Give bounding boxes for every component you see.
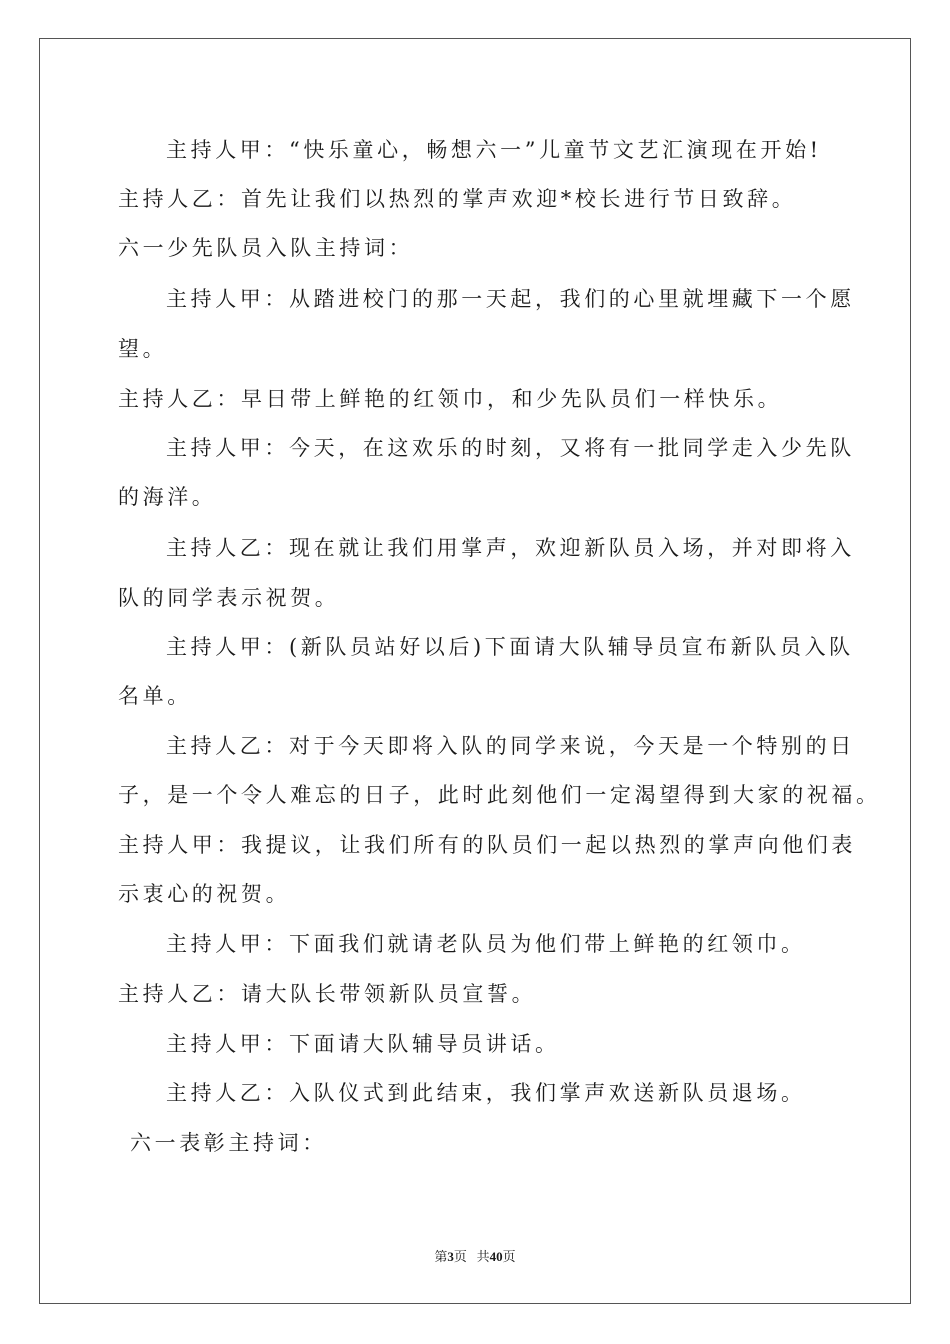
text-line: 子，是一个令人难忘的日子，此时此刻他们一定渴望得到大家的祝福。 [118, 783, 881, 807]
text-line: 示衷心的祝贺。 [118, 882, 291, 906]
text-line: 望。 [118, 337, 168, 361]
text-line: 主持人甲：(新队员站好以后)下面请大队辅导员宣布新队员入队 [166, 635, 854, 659]
text-line: 的海洋。 [118, 485, 217, 509]
text-line: 主持人乙：现在就让我们用掌声，欢迎新队员入场，并对即将入 [166, 536, 855, 560]
text-line: 主持人甲：从踏进校门的那一天起，我们的心里就埋藏下一个愿 [166, 287, 855, 311]
text-line: 主持人甲：我提议，让我们所有的队员们一起以热烈的掌声向他们表 [118, 833, 856, 857]
page-number: 3 [447, 1249, 454, 1264]
page-border [39, 38, 911, 1304]
text-line: 主持人乙：入队仪式到此结束，我们掌声欢送新队员退场。 [166, 1081, 806, 1105]
text-line: 主持人乙：早日带上鲜艳的红领巾，和少先队员们一样快乐。 [118, 387, 783, 411]
text-line: 主持人乙：请大队长带领新队员宣誓。 [118, 982, 537, 1006]
total-prefix: 共 [476, 1249, 490, 1264]
text-line: 主持人甲：“快乐童心，畅想六一”儿童节文艺汇演现在开始! [166, 138, 822, 162]
text-line: 名单。 [118, 684, 192, 708]
text-line: 六一少先队员入队主持词： [118, 236, 414, 260]
text-line: 主持人乙：对于今天即将入队的同学来说，今天是一个特别的日 [166, 734, 855, 758]
text-line: 主持人乙：首先让我们以热烈的掌声欢迎*校长进行节日致辞。 [118, 187, 797, 211]
text-line: 主持人甲：今天，在这欢乐的时刻，又将有一批同学走入少先队 [166, 436, 855, 460]
text-line: 主持人甲：下面我们就请老队员为他们带上鲜艳的红领巾。 [166, 932, 806, 956]
text-line: 主持人甲：下面请大队辅导员讲话。 [166, 1032, 560, 1056]
total-suffix: 页 [502, 1249, 516, 1264]
page-footer [0, 1246, 950, 1265]
page-suffix: 页 [453, 1249, 467, 1264]
total-pages: 40 [489, 1249, 503, 1264]
page-prefix: 第 [434, 1249, 448, 1264]
text-line: 队的同学表示祝贺。 [118, 586, 340, 610]
section-heading: 六一表彰主持词： [130, 1131, 327, 1155]
